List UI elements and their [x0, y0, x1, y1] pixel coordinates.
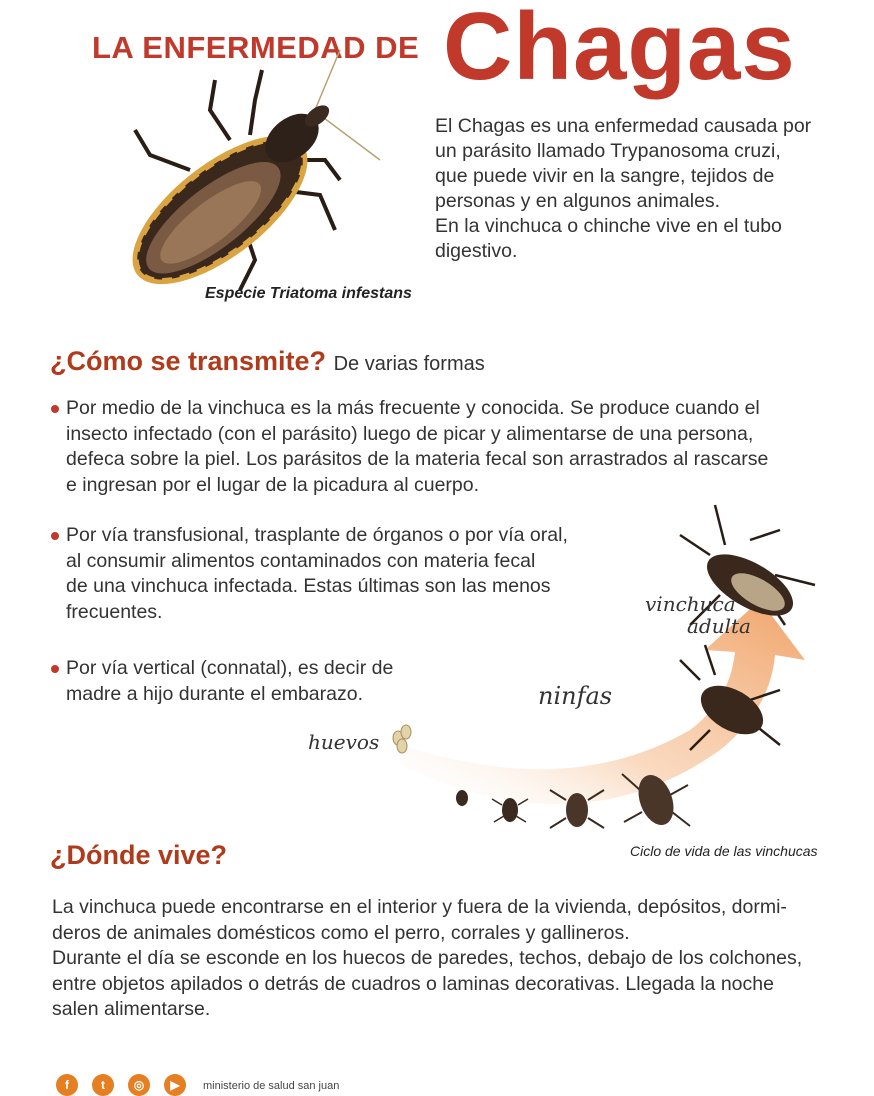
bullet-line: de una vinchuca infectada. Estas últimas son las menos	[66, 575, 551, 597]
transmission-subheading: De varias formas	[333, 353, 485, 375]
bullet-line: madre a hijo durante el embarazo.	[66, 682, 364, 705]
intro-line: El Chagas es una enfermedad causada por	[435, 115, 812, 137]
intro-line: En la vinchuca o chinche vive en el tubo	[435, 215, 782, 237]
adult-label-line-2: adulta	[687, 614, 751, 638]
bullet-line: Por vía transfusional, trasplante de órganos o por vía oral,	[66, 524, 568, 546]
bullet-line: al consumir alimentos contaminados con materia fecal	[66, 549, 536, 572]
nymph-small-image	[456, 790, 468, 806]
habitat-line: La vinchuca puede encontrarse en el interior y fuera de la vivienda, depósitos, dormi-	[52, 896, 787, 918]
intro-line: un parásito llamado Trypanosoma cruzi,	[435, 140, 781, 162]
intro-line: personas y en algunos animales.	[435, 190, 721, 212]
intro-line: digestivo.	[435, 240, 518, 262]
bullet-line: Por medio de la vinchuca es la más frecuente y conocida. Se produce cuando el	[66, 397, 760, 419]
bullet-dot	[51, 665, 59, 673]
twitter-icon[interactable]: t	[92, 1074, 114, 1096]
insect-caption: Especie Triatoma infestans	[205, 285, 412, 302]
page-title: Chagas	[443, 0, 796, 100]
lifecycle-caption: Ciclo de vida de las vinchucas	[630, 843, 818, 859]
nymph-medium-image	[492, 798, 528, 822]
bullet-line: insecto infectado (con el parásito) luego de picar y alimentarse de una persona,	[66, 422, 754, 445]
bullet-dot	[51, 405, 59, 413]
habitat-line: entre objetos apilados o detrás de cuadros o laminas decorativas. Llegada la noche	[52, 972, 774, 995]
bullet-dot	[51, 532, 59, 540]
intro-line: que puede vivir en la sangre, tejidos de	[435, 165, 775, 187]
youtube-icon[interactable]: ▶	[164, 1074, 186, 1096]
bullet-line: e ingresan por el lugar de la picadura al cuerpo.	[66, 473, 480, 496]
title-prefix: LA ENFERMEDAD DE	[92, 30, 420, 65]
bullet-item	[66, 396, 846, 498]
triatoma-insect-image	[80, 40, 400, 300]
adult-label-line-1: vinchuca	[645, 592, 736, 616]
facebook-icon[interactable]: f	[56, 1074, 78, 1096]
habitat-heading: ¿Dónde vive?	[50, 840, 228, 870]
bullet-line: defeca sobre la piel. Los parásitos de la materia fecal son arrastrados al rascarse	[66, 448, 769, 470]
bullet-line: Por vía vertical (connatal), es decir de	[66, 657, 394, 679]
bullet-item	[66, 656, 426, 707]
habitat-line: Durante el día se esconde en los huecos de paredes, techos, debajo de los colchones,	[52, 947, 803, 969]
habitat-text	[52, 895, 852, 1023]
transmission-heading-text: ¿Cómo se transmite?	[50, 346, 327, 376]
bullet-line: frecuentes.	[66, 600, 163, 623]
habitat-line: salen alimentarse.	[52, 998, 211, 1020]
intro-text	[435, 114, 855, 264]
lifecycle-diagram	[380, 500, 850, 840]
eggs-label: huevos	[308, 730, 380, 754]
habitat-line: deros de animales domésticos como el perro, corrales y gallineros.	[52, 921, 630, 944]
transmission-heading	[50, 346, 485, 377]
nymph-large-image	[550, 790, 604, 828]
instagram-icon[interactable]: ◎	[128, 1074, 150, 1096]
footer-text: ministerio de salud san juan	[203, 1080, 340, 1092]
nymphs-label: ninfas	[538, 682, 613, 710]
